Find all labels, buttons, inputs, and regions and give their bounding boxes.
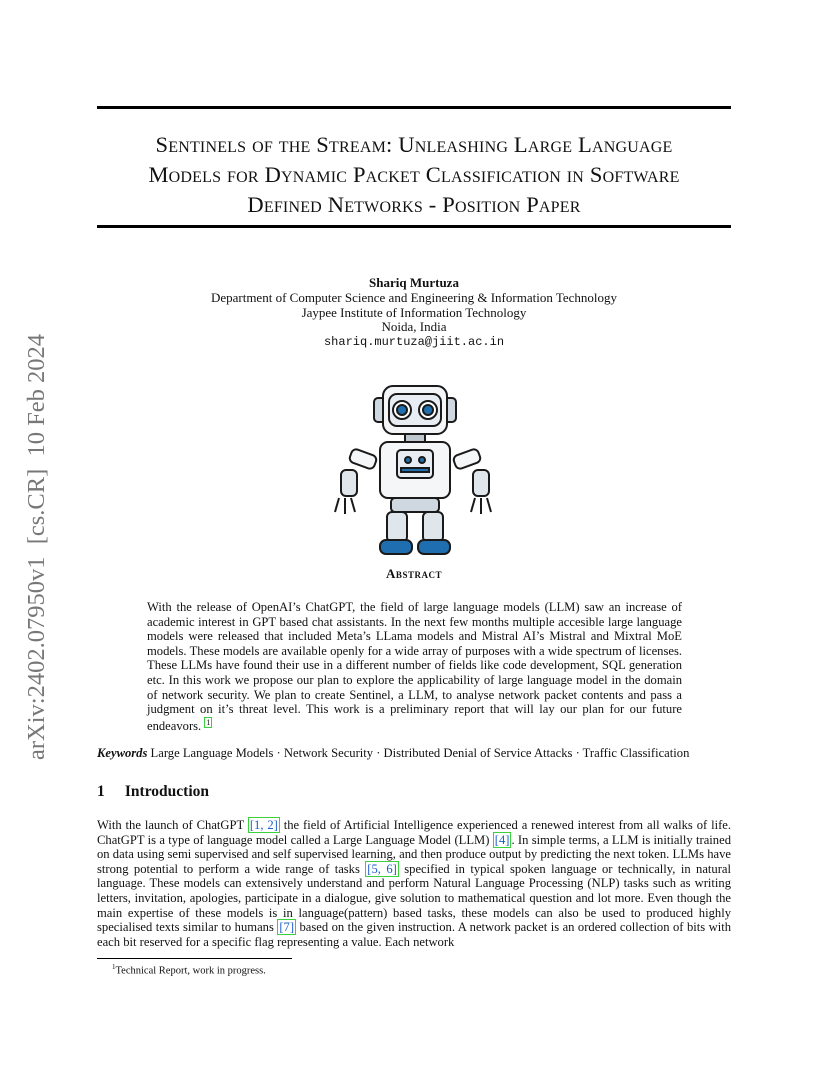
abstract-heading: Abstract [386, 566, 442, 581]
footnote-rule [97, 958, 292, 959]
footnote [112, 963, 266, 977]
title-line-1: Sentinels of the Stream: Unleashing Large Language [155, 132, 673, 157]
citation-link[interactable]: [7] [279, 920, 295, 935]
keywords [97, 746, 737, 761]
author-block [97, 276, 731, 350]
arxiv-stamp [14, 290, 54, 760]
arxiv-stamp-text: arXiv:2402.07950v1 [cs.CR] 10 Feb 2024 [23, 334, 50, 760]
intro-part: based on the given instruction. A network packet is an ordered collection of bits with each bit reserved for a specific flag representing a value. Each network [97, 920, 731, 949]
abstract-footnote-link[interactable]: 1 [206, 717, 211, 727]
author-name: Shariq Murtuza [369, 275, 459, 290]
intro-part: With the launch of ChatGPT [97, 818, 248, 832]
author-location: Noida, India [381, 319, 447, 335]
introduction-text [97, 818, 731, 949]
citation-link[interactable]: [4] [494, 832, 510, 847]
author-email[interactable]: shariq.murtuza@jiit.ac.in [323, 335, 505, 350]
keywords-label: Keywords [97, 746, 148, 760]
section-title: Introduction [124, 783, 209, 800]
author-institute: Jaypee Institute of Information Technology [301, 304, 527, 320]
section-number: 1 [97, 783, 105, 800]
robot-icon [325, 380, 505, 560]
section-heading [97, 783, 209, 801]
paper-title [97, 130, 731, 220]
title-line-2: Models for Dynamic Packet Classification in Software [148, 162, 680, 187]
title-line-3: Defined Networks - Position Paper [247, 192, 581, 217]
keywords-list: Large Language Models · Network Security · Distributed Denial of Service Attacks · Traffic Classification [150, 746, 690, 760]
citation-link[interactable]: [5, 6] [367, 861, 397, 876]
intro-part: specified in typical spoken language or technically, in natural language. These models can extensively understand and perform Natural Language Processing (NLP) tasks such as writing letters, invitation, apologies, participate in a dialogue, give solution to mathematical question and lot more. Even though the main expertise of these models is in language(pattern) based tasks, these models can also be used to produced highly specialised texts similar to humans [97, 861, 731, 935]
intro-part: the field of Artificial Intelligence experienced a renewed interest from all walks of life. ChatGPT is a type of language model called a Large Language Model (LLM) [97, 818, 731, 847]
abstract-body: With the release of OpenAI’s ChatGPT, the field of large language models (LLM) saw an increase of academic interest in GPT based chat assistants. In the next few months multiple accesible large language models were released that included Meta’s LLama models and Mistral AI’s Mistral and Mixtral MoE models. These models are available openly for a wide array of purposes with a wide spectrum of licenses. These LLMs have found their use in a different number of fields like code development, SQL generation etc. In this work we propose our plan to explore the applicability of large language model in the domain of network security. We plan to create Sentinel, a LLM, to analyse network packet contents and pass a judgment on it’s threat level. This work is a preliminary report that will lay our plan for our future endeavors. [147, 600, 682, 733]
abstract-text [147, 600, 682, 734]
citation-link[interactable]: [1, 2] [249, 818, 278, 832]
footnote-text: Technical Report, work in progress. [115, 965, 266, 977]
title-bottom-rule [97, 225, 731, 228]
intro-part: . In simple terms, a LLM is initially trained on data using semi supervised and self supervised learning, and then produce output by predicting the next token. LLMs have strong potential to perform a wide range of tasks [97, 832, 731, 876]
title-top-rule [97, 106, 731, 109]
footnote-mark: 1 [112, 963, 116, 971]
author-department: Department of Computer Science and Engineering & Information Technology [210, 289, 618, 305]
